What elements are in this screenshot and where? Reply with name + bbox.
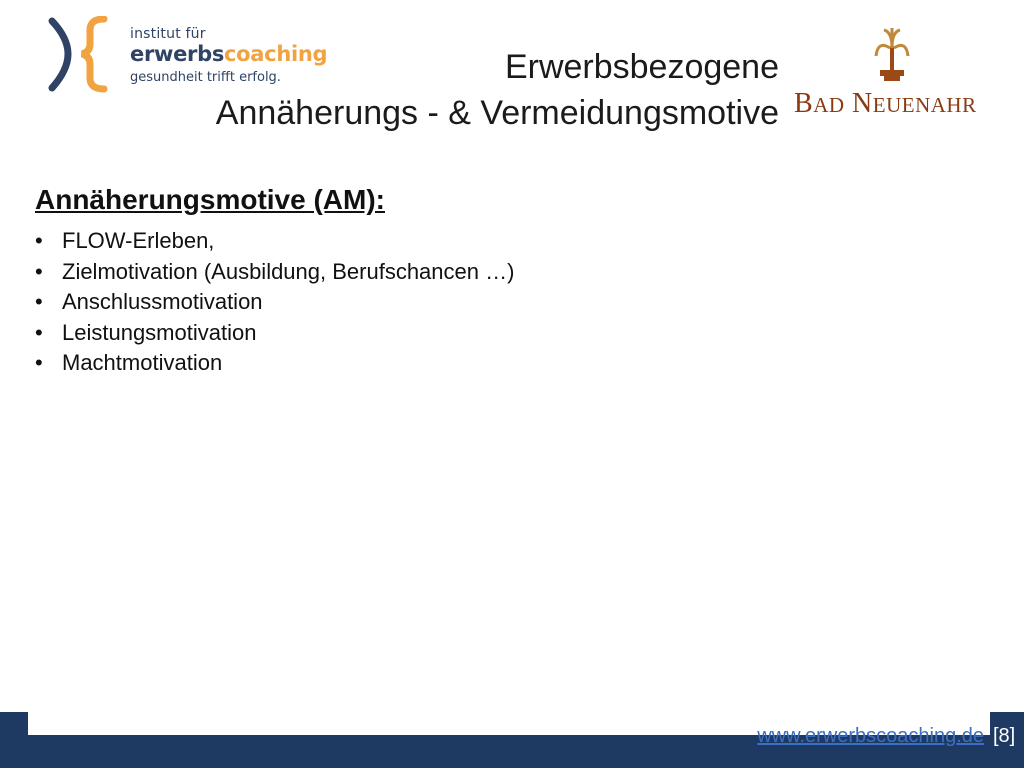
slide-title-line1: Erwerbsbezogene (504, 48, 779, 86)
page-number: [8] (993, 725, 1016, 747)
bullet-icon: • (35, 258, 43, 284)
brand-rest-ad: AD (813, 93, 845, 117)
bracket-logo-icon (42, 16, 122, 96)
section-heading: Annäherungsmotive (AM): (35, 184, 385, 215)
brand-initial-n: N (852, 88, 873, 119)
bullet-icon: • (35, 319, 43, 345)
brand-wordmark (794, 88, 977, 120)
list-item (35, 318, 514, 349)
bullet-icon: • (35, 289, 43, 314)
list-item-text: Leistungsmotivation (62, 319, 257, 345)
logo-slogan: gesundheit trifft erfolg. (130, 70, 281, 85)
slide-content (35, 182, 514, 379)
logo-wordmark-part2: coaching (224, 42, 328, 66)
list-item (35, 287, 514, 318)
bad-neuenahr-logo (790, 26, 1000, 126)
logo-wordmark-part1: erwerbs (130, 42, 225, 66)
fountain-icon (870, 26, 914, 84)
brand-initial-b: B (794, 88, 814, 119)
website-link[interactable]: www.erwerbscoaching.de (757, 725, 984, 747)
slide-title (216, 44, 779, 136)
brand-rest-euenahr: EUENAHR (872, 93, 977, 117)
footer-accent-left (0, 712, 28, 735)
bullet-icon: • (35, 350, 43, 375)
list-item-text: Zielmotivation (Ausbildung, Berufschancen …) (62, 258, 515, 284)
logo-tagline-top: institut für (130, 26, 206, 42)
list-item (35, 226, 514, 257)
slide-title-line2: Annäherungs - & Vermeidungsmotive (215, 94, 779, 132)
bullet-list (35, 226, 514, 379)
list-item-text: Anschlussmotivation (62, 289, 263, 314)
bullet-icon: • (35, 228, 43, 253)
list-item (35, 348, 514, 379)
list-item (35, 257, 514, 288)
list-item-text: Machtmotivation (62, 350, 223, 375)
list-item-text: FLOW-Erleben, (62, 228, 215, 253)
